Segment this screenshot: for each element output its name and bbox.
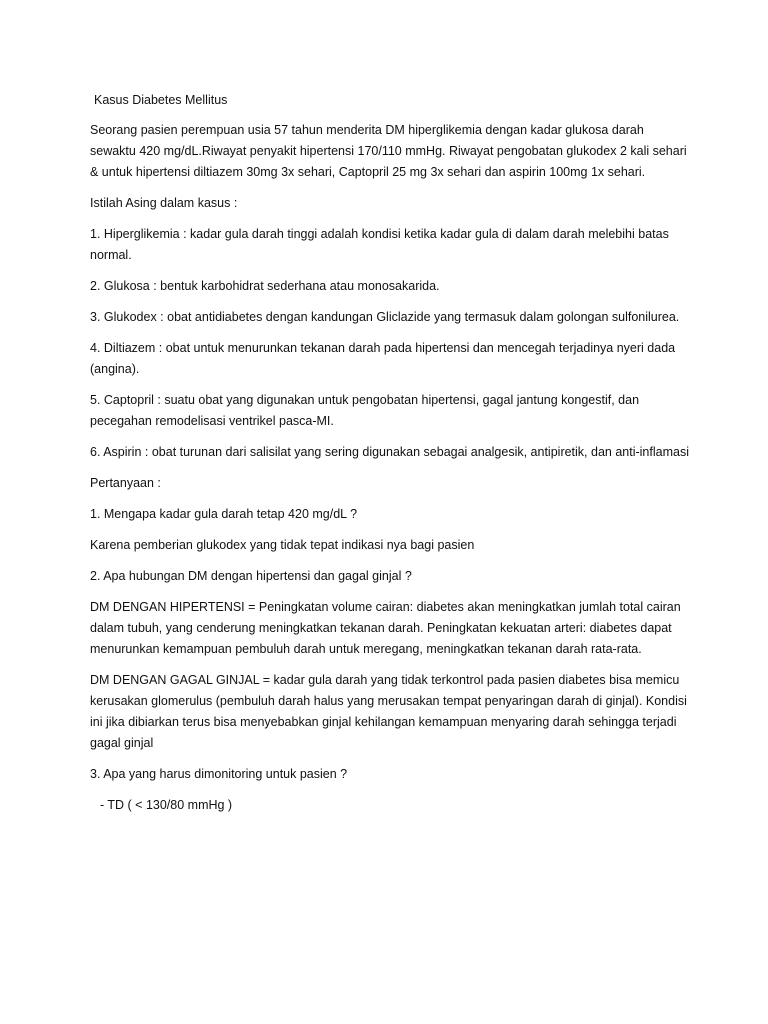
monitoring-item-td: - TD ( < 130/80 mmHg ): [100, 798, 233, 812]
questions-heading: Pertanyaan :: [90, 476, 161, 490]
term-hiperglikemia: 1. Hiperglikemia : kadar gula darah tinggi adalah kondisi ketika kadar gula di dalam darah melebihi batas normal.: [90, 227, 669, 262]
question-3: 3. Apa yang harus dimonitoring untuk pasien ?: [90, 767, 348, 781]
term-glukosa: 2. Glukosa : bentuk karbohidrat sederhana atau monosakarida.: [90, 279, 440, 293]
case-description: Seorang pasien perempuan usia 57 tahun menderita DM hiperglikemia dengan kadar glukosa darah sewaktu 420 mg/dL.Riwayat penyakit hipertensi 170/110 mmHg. Riwayat pengobatan glukodex 2 kali sehari & untuk hipertensi diltiazem 30mg 3x sehari, Captopril 25 mg 3x sehari dan aspirin 100mg 1x sehari.: [90, 123, 687, 179]
question-2: 2. Apa hubungan DM dengan hipertensi dan gagal ginjal ?: [90, 569, 412, 583]
term-diltiazem: 4. Diltiazem : obat untuk menurunkan tekanan darah pada hipertensi dan mencegah terjadinya nyeri dada (angina).: [90, 341, 676, 376]
answer-2-hipertensi: DM DENGAN HIPERTENSI = Peningkatan volume cairan: diabetes akan meningkatkan jumlah total cairan dalam tubuh, yang cenderung meningkatkan tekanan darah. Peningkatan kekuatan arteri: diabetes dapat menurunkan kemampuan pembuluh darah untuk meregang, meningkatkan tekanan darah rata-rata.: [90, 600, 681, 656]
document-page: [90, 90, 690, 826]
document-title: Kasus Diabetes Mellitus: [94, 93, 228, 107]
answer-1: Karena pemberian glukodex yang tidak tepat indikasi nya bagi pasien: [90, 538, 475, 552]
term-captopril: 5. Captopril : suatu obat yang digunakan untuk pengobatan hipertensi, gagal jantung kongestif, dan pecegahan remodelisasi ventrikel pasca-MI.: [90, 393, 640, 428]
term-aspirin: 6. Aspirin : obat turunan dari salisilat yang sering digunakan sebagai analgesik, antipiretik, dan anti-inflamasi: [90, 445, 689, 459]
answer-2-gagal-ginjal: DM DENGAN GAGAL GINJAL = kadar gula darah yang tidak terkontrol pada pasien diabetes bisa memicu kerusakan glomerulus (pembuluh darah halus yang merusakan tempat penyaringan darah di ginjal). Kondisi ini jika dibiarkan terus bisa menyebabkan ginjal kehilangan kemampuan menyaring darah sehingga terjadi gagal ginjal: [90, 673, 687, 750]
question-1: 1. Mengapa kadar gula darah tetap 420 mg/dL ?: [90, 507, 358, 521]
term-glukodex: 3. Glukodex : obat antidiabetes dengan kandungan Gliclazide yang termasuk dalam golongan sulfonilurea.: [90, 310, 680, 324]
terms-heading: Istilah Asing dalam kasus :: [90, 196, 238, 210]
